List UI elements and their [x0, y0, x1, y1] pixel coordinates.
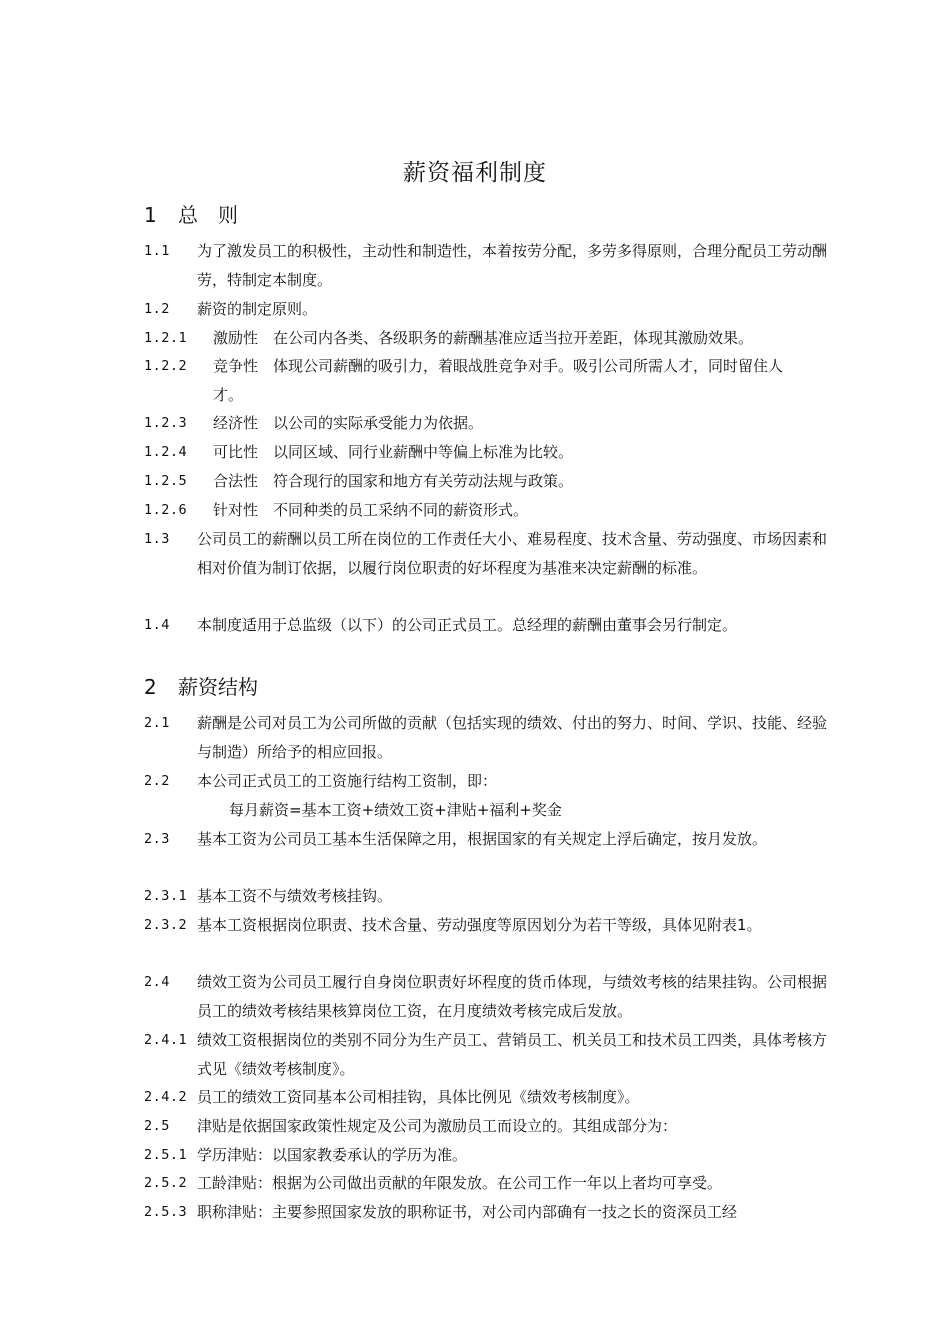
clause-number: 2.4.2: [144, 1089, 188, 1105]
clause-number: 1.4: [144, 617, 170, 633]
clause-number: 1.2.1: [144, 330, 188, 346]
clause-1-2-4: [144, 438, 834, 467]
clause-number: 2.5: [144, 1118, 170, 1134]
clause-text: 针对性 不同种类的员工采纳不同的薪资形式。: [213, 501, 529, 519]
clause-number: 1.2.6: [144, 502, 188, 518]
clause-text: 基本工资根据岗位职责、技术含量、劳动强度等原因划分为若干等级，具体见附表1。: [197, 916, 762, 934]
clause-2-4-1: [144, 1026, 834, 1084]
clause-text: 学历津贴：以国家教委承认的学历为准。: [197, 1146, 468, 1164]
clause-text: 竞争性 体现公司薪酬的吸引力，着眼战胜竞争对手。吸引公司所需人才，同时留住人才。: [213, 357, 784, 404]
clause-2-1: [144, 709, 834, 767]
clause-2-2: [144, 767, 834, 796]
clause-number: 2.1: [144, 715, 170, 731]
clause-1-2: [144, 295, 834, 324]
clause-text: 薪资的制定原则。: [197, 300, 318, 318]
clause-text: 为了激发员工的积极性，主动性和制造性，本着按劳分配，多劳多得原则，合理分配员工劳动酬劳，特制定本制度。: [197, 242, 828, 289]
salary-formula: 每月薪资=基本工资+绩效工资+津贴+福利+奖金: [229, 801, 562, 819]
clause-text: 基本工资不与绩效考核挂钩。: [197, 887, 393, 905]
clause-2-4: [144, 968, 834, 1026]
section-title: 薪资结构: [178, 675, 258, 699]
clause-number: 2.4: [144, 974, 170, 990]
clause-1-3: [144, 525, 834, 583]
clause-1-2-2: [144, 352, 804, 410]
clause-number: 1.2: [144, 301, 170, 317]
clause-1-2-3: [144, 409, 834, 438]
clause-text: 合法性 符合现行的国家和地方有关劳动法规与政策。: [213, 472, 574, 490]
clause-number: 2.4.1: [144, 1032, 188, 1048]
clause-1-4: [144, 611, 834, 640]
clause-number: 2.5.1: [144, 1147, 188, 1163]
section-number: 2: [144, 675, 157, 699]
clause-2-3-2: [144, 911, 809, 940]
clause-2-5-1: [144, 1141, 834, 1170]
section-heading-2: [144, 672, 258, 702]
clause-text: 绩效工资为公司员工履行自身岗位职责好坏程度的货币体现，与绩效考核的结果挂钩。公司根据员工的绩效考核结果核算岗位工资，在月度绩效考核完成后发放。: [197, 973, 828, 1020]
clause-text: 绩效工资根据岗位的类别不同分为生产员工、营销员工、机关员工和技术员工四类，具体考核方式见《绩效考核制度》。: [197, 1031, 828, 1078]
clause-number: 1.3: [144, 531, 170, 547]
clause-text: 本公司正式员工的工资施行结构工资制，即：: [197, 772, 498, 790]
clause-number: 2.3.1: [144, 888, 188, 904]
section-number: 1: [144, 203, 157, 227]
clause-number: 2.5.2: [144, 1175, 188, 1191]
clause-text: 公司员工的薪酬以员工所在岗位的工作责任大小、难易程度、技术含量、劳动强度、市场因素和相对价值为制订依据，以履行岗位职责的好坏程度为基准来决定薪酬的标准。: [197, 530, 828, 577]
clause-text: 激励性 在公司内各类、各级职务的薪酬基准应适当拉开差距，体现其激励效果。: [213, 329, 754, 347]
clause-2-5: [144, 1112, 834, 1141]
clause-number: 1.1: [144, 243, 170, 259]
clause-number: 2.2: [144, 773, 170, 789]
clause-text: 工龄津贴：根据为公司做出贡献的年限发放。在公司工作一年以上者均可享受。: [197, 1174, 723, 1192]
clause-number: 1.2.3: [144, 415, 188, 431]
clause-text: 基本工资为公司员工基本生活保障之用，根据国家的有关规定上浮后确定，按月发放。: [197, 830, 768, 848]
clause-2-4-2: [144, 1083, 834, 1112]
clause-text: 职称津贴：主要参照国家发放的职称证书，对公司内部确有一技之长的资深员工经: [197, 1203, 738, 1221]
clause-number: 1.2.2: [144, 358, 188, 374]
clause-number: 2.3: [144, 831, 170, 847]
clause-number: 2.3.2: [144, 917, 188, 933]
clause-text: 薪酬是公司对员工为公司所做的贡献（包括实现的绩效、付出的努力、时间、学识、技能、经验与制造）所给予的相应回报。: [197, 714, 828, 761]
section-heading-1: [144, 200, 238, 230]
clause-text: 津贴是依据国家政策性规定及公司为激励员工而设立的。其组成部分为：: [197, 1117, 678, 1135]
clause-1-2-5: [144, 467, 834, 496]
clause-2-5-2: [144, 1169, 834, 1198]
clause-number: 1.2.4: [144, 444, 188, 460]
clause-2-3: [144, 825, 809, 854]
clause-2-5-3: [144, 1198, 834, 1227]
section-title: 总 则: [178, 203, 238, 227]
clause-number: 1.2.5: [144, 473, 188, 489]
clause-text: 本制度适用于总监级（以下）的公司正式员工。总经理的薪酬由董事会另行制定。: [197, 616, 738, 634]
clause-text: 员工的绩效工资同基本公司相挂钩，具体比例见《绩效考核制度》。: [197, 1088, 640, 1106]
clause-1-2-1: [144, 324, 834, 353]
document-title: 薪资福利制度: [403, 160, 547, 186]
clause-text: 经济性 以公司的实际承受能力为依据。: [213, 414, 484, 432]
clause-2-3-1: [144, 882, 834, 911]
clause-1-1: [144, 237, 834, 295]
clause-text: 可比性 以同区域、同行业薪酬中等偏上标准为比较。: [213, 443, 574, 461]
clause-number: 2.5.3: [144, 1204, 188, 1220]
clause-1-2-6: [144, 496, 834, 525]
